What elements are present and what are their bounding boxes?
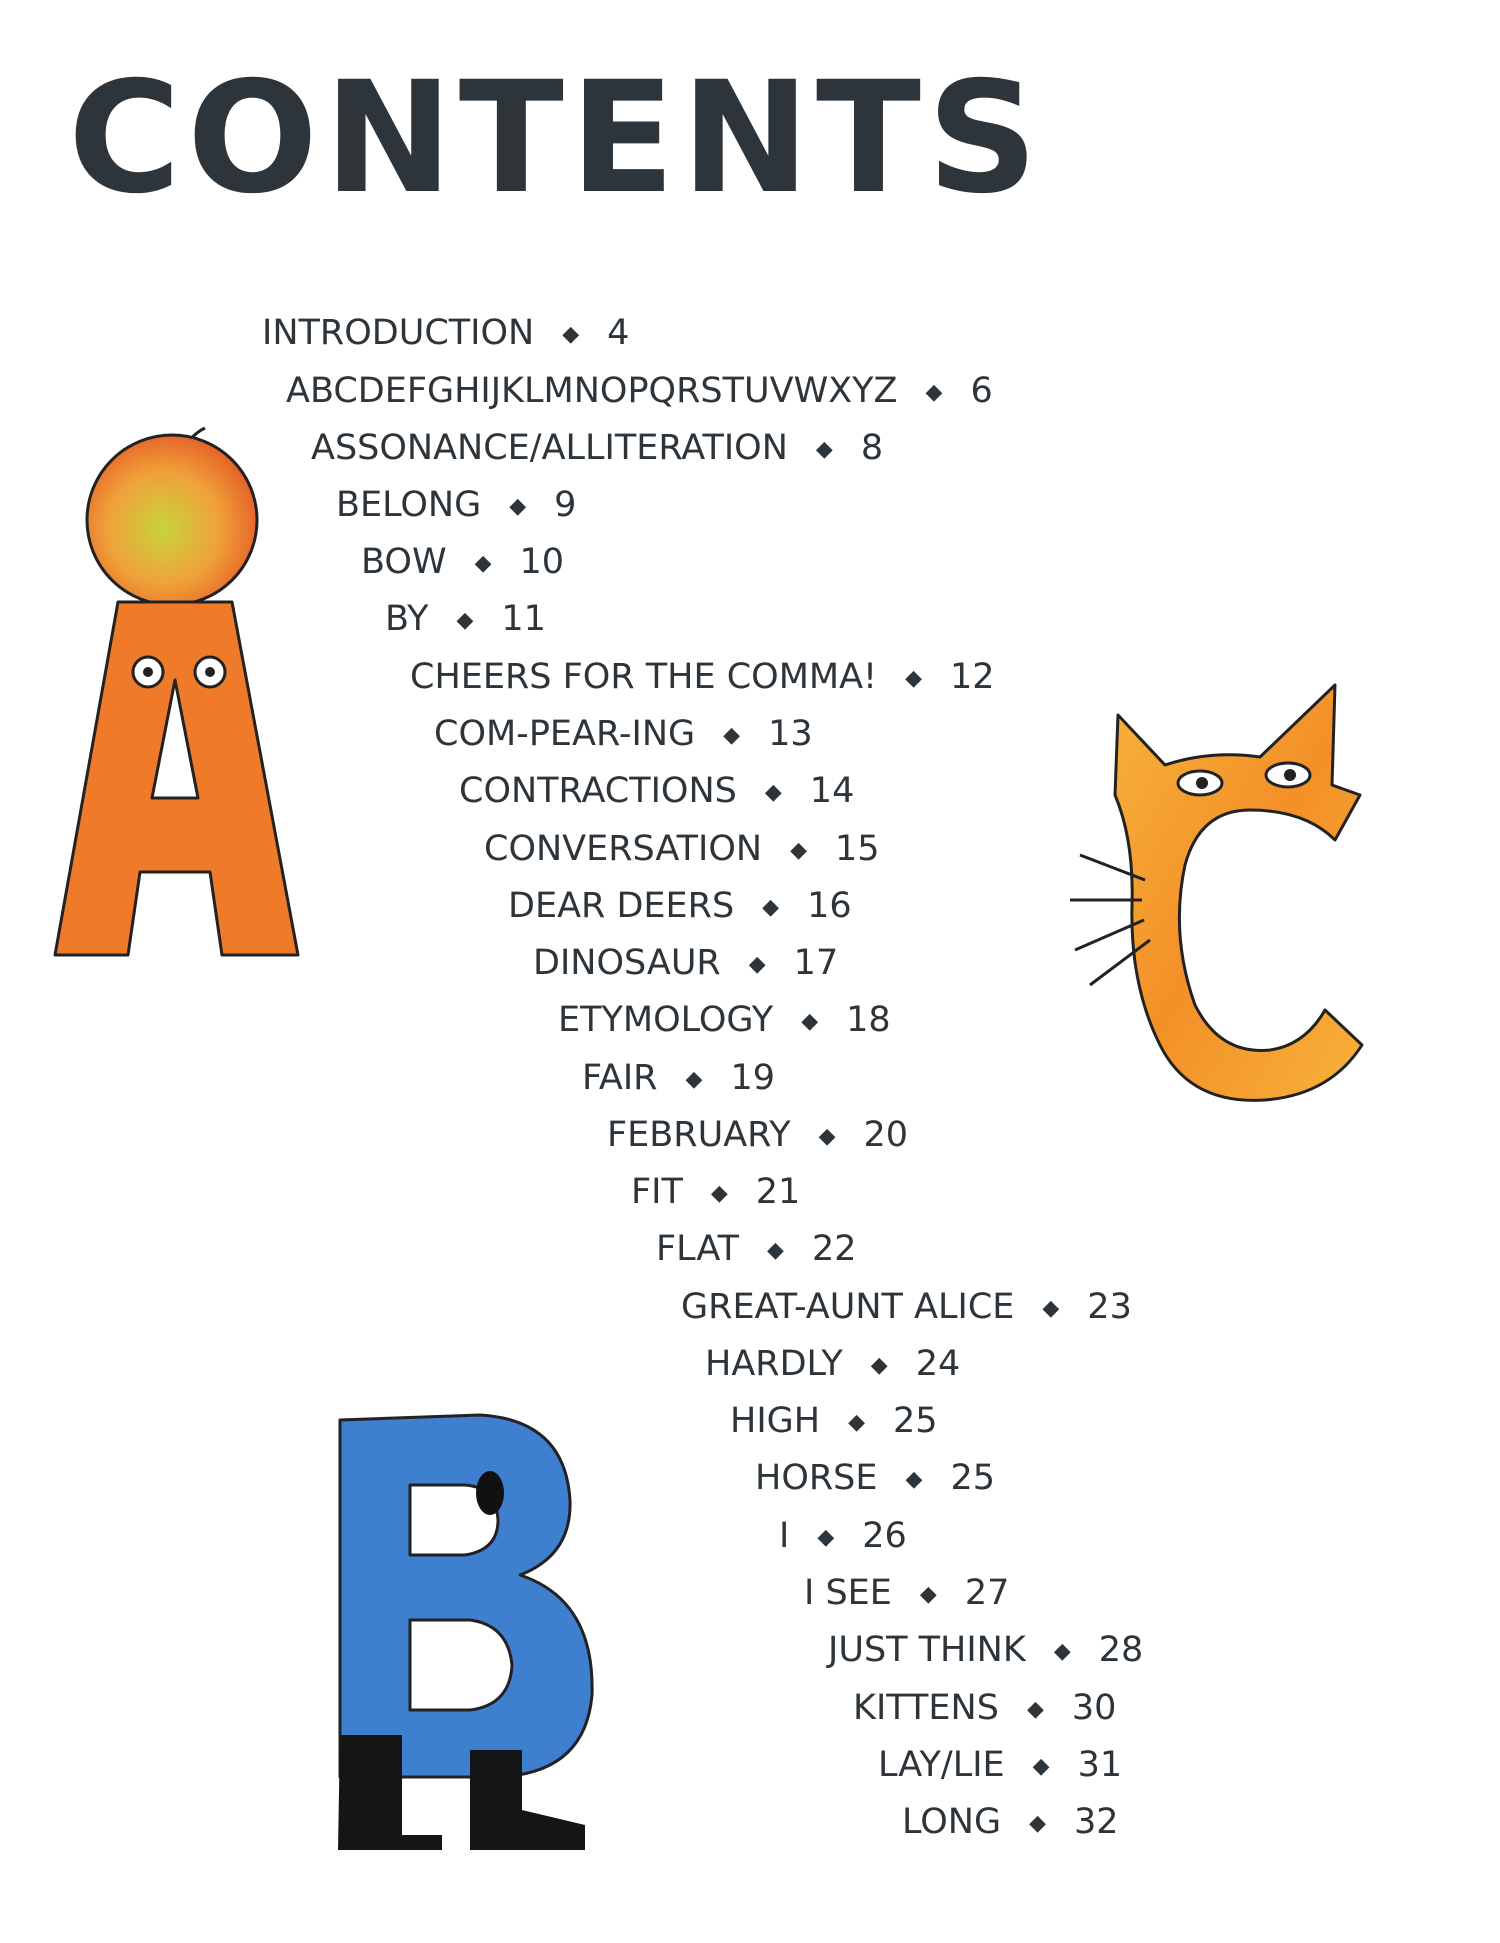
toc-entry-label: FLAT	[656, 1229, 740, 1269]
toc-entry-page: 4	[607, 313, 630, 353]
diamond-bullet-icon: ◆	[1032, 1754, 1050, 1779]
diamond-bullet-icon: ◆	[848, 1410, 866, 1435]
toc-entry-fair[interactable]	[582, 1058, 775, 1098]
toc-entry-assonance-alliteration[interactable]	[311, 428, 883, 468]
diamond-bullet-icon: ◆	[562, 322, 580, 347]
apple-icon	[87, 428, 257, 605]
toc-entry-i[interactable]	[779, 1516, 907, 1556]
diamond-bullet-icon: ◆	[818, 1124, 836, 1149]
diamond-bullet-icon: ◆	[1042, 1296, 1060, 1321]
toc-entry-page: 12	[950, 657, 995, 697]
toc-entry-page: 28	[1098, 1630, 1144, 1670]
toc-entry-page: 27	[964, 1573, 1010, 1613]
toc-entry-dear-deers[interactable]	[508, 886, 852, 926]
toc-entry-page: 15	[835, 829, 880, 869]
toc-entry-february[interactable]	[607, 1115, 908, 1155]
toc-entry-i-see[interactable]	[804, 1573, 1009, 1613]
toc-entry-cheers-for-the-comma[interactable]	[410, 657, 995, 697]
diamond-bullet-icon: ◆	[905, 666, 922, 691]
letter-c-cat-illustration	[1070, 665, 1380, 1125]
diamond-bullet-icon: ◆	[474, 551, 492, 576]
diamond-bullet-icon: ◆	[1053, 1639, 1071, 1664]
toc-entry-label: FAIR	[582, 1058, 658, 1098]
toc-entry-page: 25	[893, 1401, 938, 1441]
toc-entry-high[interactable]	[730, 1401, 938, 1441]
diamond-bullet-icon: ◆	[748, 952, 766, 977]
toc-entry-page: 19	[730, 1058, 775, 1098]
letter-b-with-boots-illustration	[330, 1405, 620, 1865]
toc-entry-page: 8	[860, 428, 884, 468]
toc-entry-label: COM-PEAR-ING	[434, 714, 696, 754]
letter-a-with-apple-illustration	[40, 410, 320, 970]
toc-entry-kittens[interactable]	[853, 1688, 1116, 1728]
toc-entry-dinosaur[interactable]	[533, 943, 838, 983]
toc-entry-page: 25	[950, 1458, 995, 1498]
toc-entry-belong[interactable]	[336, 485, 576, 525]
diamond-bullet-icon: ◆	[925, 380, 943, 405]
diamond-bullet-icon: ◆	[456, 608, 474, 633]
toc-entry-label: ASSONANCE/ALLITERATION	[311, 428, 788, 468]
diamond-bullet-icon: ◆	[1029, 1811, 1047, 1836]
toc-entry-label: LONG	[902, 1802, 1002, 1842]
toc-entry-label: CHEERS FOR THE COMMA!	[410, 657, 878, 697]
toc-entry-label: HIGH	[730, 1401, 821, 1441]
toc-entry-label: I	[779, 1516, 790, 1556]
toc-entry-long[interactable]	[902, 1802, 1119, 1842]
toc-entry-page: 20	[863, 1115, 909, 1155]
toc-entry-label: INTRODUCTION	[262, 313, 535, 353]
toc-entry-label: JUST THINK	[828, 1630, 1026, 1670]
diamond-bullet-icon: ◆	[710, 1181, 728, 1206]
letter-b-eye-icon	[476, 1471, 504, 1515]
toc-entry-etymology[interactable]	[558, 1000, 891, 1040]
toc-entry-just-think[interactable]	[828, 1630, 1143, 1670]
toc-entry-page: 17	[793, 943, 839, 983]
toc-entry-label: GREAT-AUNT ALICE	[681, 1287, 1015, 1327]
toc-entry-label: LAY/LIE	[878, 1745, 1005, 1785]
diamond-bullet-icon: ◆	[723, 723, 741, 748]
toc-entry-introduction[interactable]	[262, 313, 629, 353]
letter-a-shape	[55, 602, 298, 955]
toc-entry-page: 32	[1074, 1802, 1119, 1842]
toc-entry-label: BOW	[361, 542, 447, 582]
letter-b-shape	[340, 1415, 592, 1777]
toc-entry-alphabet[interactable]	[286, 371, 993, 411]
toc-entry-page: 26	[862, 1516, 907, 1556]
toc-entry-label: ETYMOLOGY	[558, 1000, 774, 1040]
diamond-bullet-icon: ◆	[870, 1353, 888, 1378]
toc-entry-page: 21	[755, 1172, 801, 1212]
toc-entry-by[interactable]	[385, 599, 546, 639]
toc-entry-label: DEAR DEERS	[508, 886, 735, 926]
diamond-bullet-icon: ◆	[919, 1582, 937, 1607]
diamond-bullet-icon: ◆	[790, 838, 807, 863]
toc-entry-page: 10	[519, 542, 565, 582]
toc-entry-page: 13	[768, 714, 813, 754]
page-title: CONTENTS	[68, 49, 1044, 228]
toc-entry-fit[interactable]	[631, 1172, 800, 1212]
toc-entry-com-pear-ing[interactable]	[434, 714, 813, 754]
diamond-bullet-icon: ◆	[817, 1525, 835, 1550]
toc-entry-page: 30	[1071, 1688, 1117, 1728]
diamond-bullet-icon: ◆	[762, 895, 780, 920]
toc-entry-page: 16	[807, 886, 852, 926]
toc-entry-label: DINOSAUR	[533, 943, 721, 983]
diamond-bullet-icon: ◆	[801, 1009, 819, 1034]
toc-entry-page: 23	[1087, 1287, 1132, 1327]
toc-entry-label: CONTRACTIONS	[459, 771, 737, 811]
toc-entry-contractions[interactable]	[459, 771, 854, 811]
diamond-bullet-icon: ◆	[764, 780, 782, 805]
toc-entry-page: 9	[554, 485, 577, 525]
toc-entry-label: FEBRUARY	[607, 1115, 791, 1155]
diamond-bullet-icon: ◆	[767, 1238, 784, 1263]
toc-entry-horse[interactable]	[755, 1458, 995, 1498]
diamond-bullet-icon: ◆	[1026, 1697, 1044, 1722]
diamond-bullet-icon: ◆	[509, 494, 527, 519]
toc-entry-conversation[interactable]	[484, 829, 880, 869]
toc-entry-label: CONVERSATION	[484, 829, 763, 869]
toc-entry-flat[interactable]	[656, 1229, 857, 1269]
diamond-bullet-icon: ◆	[685, 1067, 703, 1092]
toc-entry-lay-lie[interactable]	[878, 1745, 1122, 1785]
toc-entry-page: 11	[501, 599, 546, 639]
toc-entry-label: I SEE	[804, 1573, 892, 1613]
toc-entry-label: FIT	[631, 1172, 683, 1212]
toc-entry-label: ABCDEFGHIJKLMNOPQRSTUVWXYZ	[286, 371, 898, 411]
toc-entry-bow[interactable]	[361, 542, 564, 582]
diamond-bullet-icon: ◆	[905, 1467, 923, 1492]
toc-entry-hardly[interactable]	[705, 1344, 960, 1384]
toc-entry-page: 6	[970, 371, 993, 411]
toc-entry-page: 18	[846, 1000, 891, 1040]
toc-entry-great-aunt-alice[interactable]	[681, 1287, 1132, 1327]
toc-entry-label: BELONG	[336, 485, 482, 525]
cat-c-shape	[1115, 685, 1362, 1100]
toc-entry-label: BY	[385, 599, 429, 639]
toc-entry-page: 24	[915, 1344, 961, 1384]
toc-entry-page: 22	[811, 1229, 857, 1269]
toc-entry-label: KITTENS	[853, 1688, 999, 1728]
toc-entry-label: HORSE	[755, 1458, 878, 1498]
toc-entry-page: 31	[1077, 1745, 1123, 1785]
toc-entry-label: HARDLY	[705, 1344, 843, 1384]
toc-entry-page: 14	[809, 771, 855, 811]
diamond-bullet-icon: ◆	[815, 437, 833, 462]
